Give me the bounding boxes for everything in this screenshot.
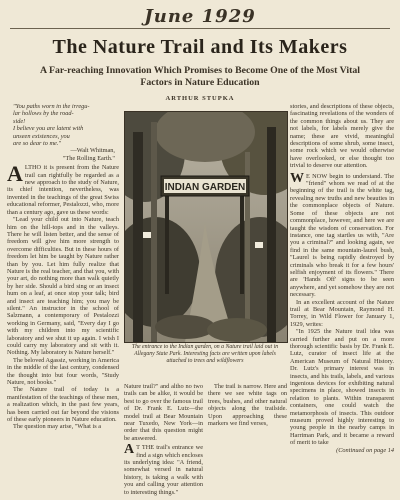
photo-caption: The entrance to the Indian garden, on a Nature trail laid out in Allegany State Park. Interesting facts are written upon labels attached to trees and wildflowers [131,344,279,364]
paragraph: The trail is narrow. Here and there we see white tags on trees, bushes, and other natural objects along the trailside. Upon approaching these markers we find verses, [208,383,287,428]
left-column [7,103,119,497]
paragraph: "Lead your child out into Nature, teach him on the hill-tops and in the valleys. There he will listen better, and the sense of freedom will give him more strength to overcome difficulties. But in these hours of freedom let him be taught by Nature rather than by you. Let him fully realize that Nature is the real teacher, and that you, with your art, do nothing more than walk quietly by her side. Should a bird sing or an insect hum on a leaf, at once stop your talk; bird and insect are teaching him; you may be silent." An instructor in the school of Salzmann, a contemporary of Pestalozzi working in Germany, said, "Every day I go with my children into my scientific laboratory and we shut it up again. I wish I could carry my laboratory and sit with it. Nothing. My laboratory is Nature herself." [7,216,119,357]
paragraph: In an excellent account of the Nature trail at Bear Mountain, Raymond H. Torrey, in Wild Flower for January 1, 1929, writes: [290,298,394,328]
paragraph [7,161,119,216]
drop-cap: A [7,161,23,187]
poem-attribution-author: —Walt Whitman, [70,147,115,155]
paragraph-text: E NOW begin to understand. The "friend" whom we read of at the beginning of the trail is the white tag, revealing new truths and new beauties in the commonplace objects of Nature. Some of these objects are not commonplace, however, and here we are taught the wisdom of conservation. For instance, one tag startles us with, "Are you a criminal?" and looking again, we find in the same mountain-laurel bush, "Laurel is being rapidly destroyed by criminals who break it for a few hours' selfish enjoyment of its flowers." There are 'Hands Off' signs to be seen anywhere, and yet somehow they are not necessary. [290,172,394,299]
poem-line: unseen existences, you [13,132,70,140]
paragraph: The beloved Agassiz, working in America in the middle of the last century, condensed the thought into but four words, "Study Nature, not books." [7,356,119,387]
trail-entrance-photo [124,111,288,343]
poem-line: are so dear to me." [13,140,62,148]
photo-illustration [125,112,287,342]
paragraph-text: LTHO it is present from the Nature trail can rightfully be regarded as a new approach to the study of Nature, its chief intention, nevertheless, was invented in the teachings of the great Swiss educational reformer, Pestalozzi, who, more than a century ago, gave us these words: [7,164,119,216]
paragraph: stories, and descriptions of these objects, fascinating revelations of the wonders of the common things about us. They are not labels, for labels merely give the name; these are vivid, meaningful descriptions of some shrub, some insect, some rock which we would otherwise have overlooked, or else thought too trivial to deserve our attention. [290,103,394,170]
middle-column-a [124,383,203,497]
trail-sign-text: INDIAN GARDEN [164,182,246,193]
article-byline: ARTHUR STUPKA [165,95,235,102]
poem-line: lar hollows by the road- [13,110,74,118]
epigraph-poem [7,103,119,147]
poem-line: "You paths worn in the irregu- [13,103,90,110]
paragraph: The question may arise, "What is a [13,423,102,431]
poem-attribution-title: "The Rolling Earth." [62,154,115,162]
poem-line: I believe you are latent with [13,125,84,133]
drop-cap: A [124,442,135,458]
middle-text-columns [124,383,287,497]
header-rule [10,28,390,29]
paragraph: The Nature trail of today is a manifestation of the teachings of these men, a realization which, in the past few years, has been carried out far beyond the visions of these early pioneers in Nature education. [7,386,119,424]
paragraph: "In 1925 the Nature trail idea was carried further and put on a more thorough scientific basis by Dr. Frank E. Lutz, curator of insect life at the American Museum of Natural History. Dr. Lutz's primary interest was in insects, and his trails, labels, and various ingenious devices for exhibiting natural specimens in place, showed insects in relation to plants. Within transparent containers, one could watch the metamorphosis of insects. This outdoor museum proved highly interesting to young people in the nearby camps in Harriman Park, and it became a reward of merit to take [290,328,394,447]
paragraph [124,444,203,496]
middle-column-b [208,383,287,497]
paragraph [290,170,394,299]
paragraph-text: T THE trail's entrance we find a sign which encloses its underlying idea: "A friend, somewhat versed in natural history, is taking a walk with you and calling your attention to interesting things." [124,444,203,496]
continued-note: (Continued on page 14 [336,446,394,454]
article-deck: A Far-reaching Innovation Which Promises to Become One of the Most Vital Factors in Nature Education [40,65,360,88]
paragraph: Nature trail?" and altho no two trails can be alike, it would be best to go over the famous trail of Dr. Frank E. Lutz—the model trail at Bear Mountain near Tuxedo, New York—in order that this question might be answered. [124,383,203,442]
poem-line: side! [13,117,26,125]
drop-cap: W [290,170,304,186]
page-header: June 1929 [144,6,256,27]
right-column [290,103,394,497]
article-headline: The Nature Trail and Its Makers [52,36,348,58]
